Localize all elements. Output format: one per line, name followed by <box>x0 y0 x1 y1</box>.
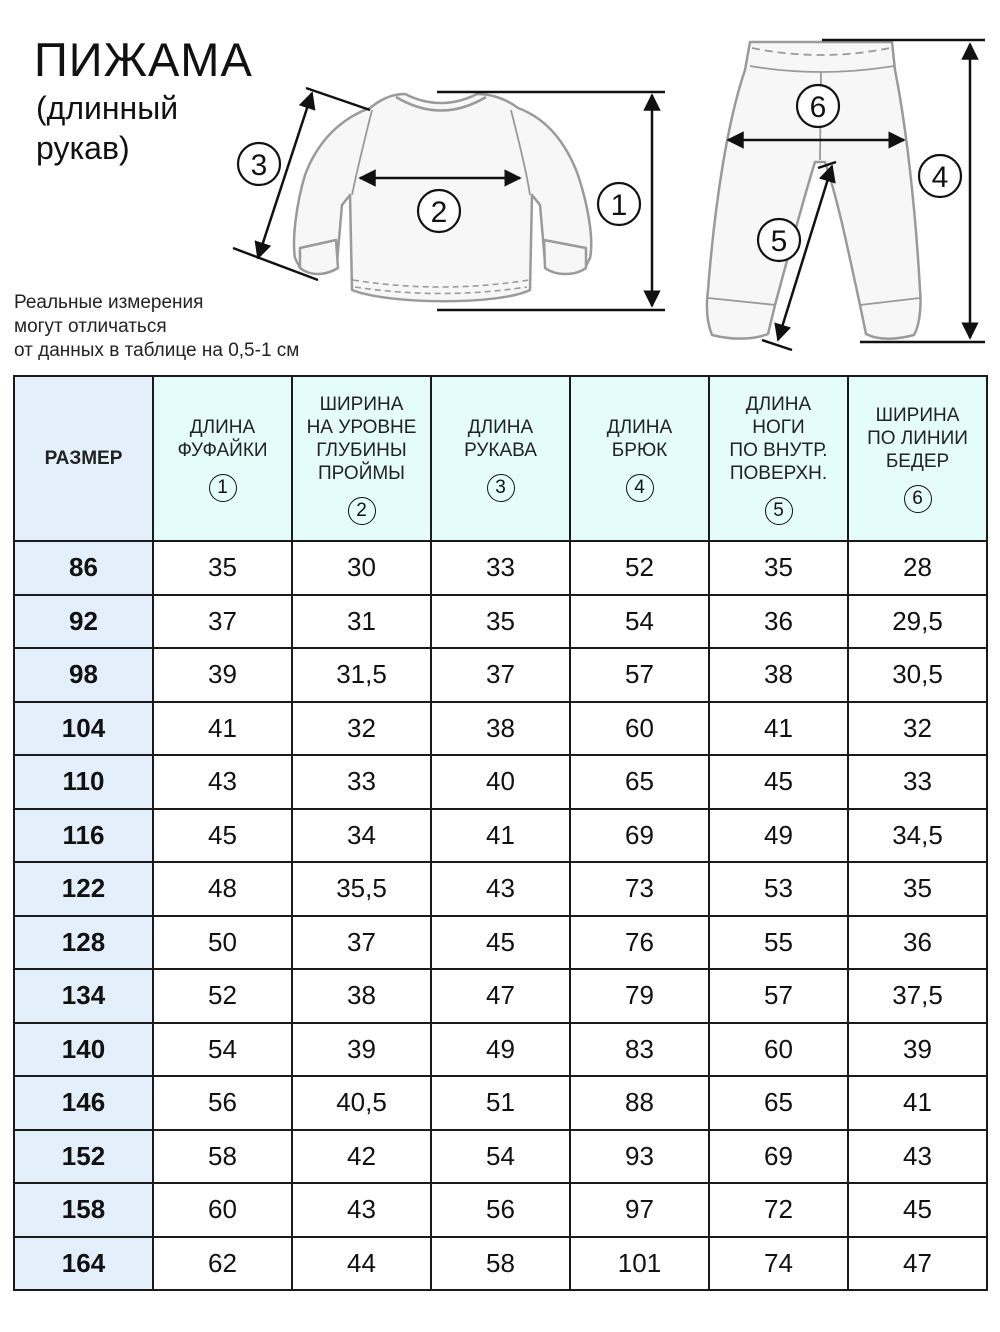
measure-cell: 38 <box>709 648 848 702</box>
measure-cell: 41 <box>848 1076 987 1130</box>
measure-cell: 58 <box>431 1237 570 1291</box>
measure-cell: 33 <box>848 755 987 809</box>
measure-cell: 34 <box>292 809 431 863</box>
header-label: ДЛИНА РУКАВА <box>464 416 537 461</box>
table-row <box>14 916 987 970</box>
note-line-1: Реальные измерения <box>14 292 204 313</box>
measure-cell: 35 <box>848 862 987 916</box>
header-label: ДЛИНА БРЮК <box>606 416 673 461</box>
header-label: РАЗМЕР <box>44 448 123 469</box>
measure-cell: 50 <box>153 916 292 970</box>
table-body <box>14 541 987 1290</box>
measure-cell: 52 <box>570 541 709 595</box>
marker-6-label: 6 <box>809 91 827 124</box>
size-cell: 146 <box>14 1076 153 1130</box>
measure-cell: 32 <box>848 702 987 756</box>
measure-cell: 30 <box>292 541 431 595</box>
measure-cell: 31,5 <box>292 648 431 702</box>
measure-cell: 36 <box>709 595 848 649</box>
table-row <box>14 1237 987 1291</box>
measure-cell: 30,5 <box>848 648 987 702</box>
measure-cell: 35 <box>153 541 292 595</box>
measure-cell: 56 <box>153 1076 292 1130</box>
header-number-badge: 1 <box>209 474 237 502</box>
header-number-badge: 2 <box>348 497 376 525</box>
measure-cell: 88 <box>570 1076 709 1130</box>
header-label: ДЛИНА ФУФАЙКИ <box>177 416 268 461</box>
measure-cell: 97 <box>570 1183 709 1237</box>
header-col-5 <box>709 376 848 541</box>
measure-cell: 56 <box>431 1183 570 1237</box>
measure-cell: 45 <box>153 809 292 863</box>
header-col-1 <box>153 376 292 541</box>
measure-cell: 65 <box>570 755 709 809</box>
measure-cell: 54 <box>570 595 709 649</box>
measure-cell: 43 <box>431 862 570 916</box>
header-size <box>14 376 153 541</box>
measure-cell: 54 <box>153 1023 292 1077</box>
measure-cell: 41 <box>431 809 570 863</box>
measure-cell: 37,5 <box>848 969 987 1023</box>
measure-cell: 39 <box>153 648 292 702</box>
measure-cell: 52 <box>153 969 292 1023</box>
measure-cell: 58 <box>153 1130 292 1184</box>
measure-cell: 34,5 <box>848 809 987 863</box>
measure-cell: 37 <box>431 648 570 702</box>
size-cell: 122 <box>14 862 153 916</box>
measure-cell: 49 <box>431 1023 570 1077</box>
measure-cell: 43 <box>153 755 292 809</box>
measure-cell: 47 <box>431 969 570 1023</box>
size-cell: 98 <box>14 648 153 702</box>
header-col-3 <box>431 376 570 541</box>
measure-cell: 76 <box>570 916 709 970</box>
measure-cell: 72 <box>709 1183 848 1237</box>
measure-cell: 79 <box>570 969 709 1023</box>
measure-cell: 51 <box>431 1076 570 1130</box>
measure-cell: 62 <box>153 1237 292 1291</box>
measure-cell: 47 <box>848 1237 987 1291</box>
measure-cell: 38 <box>292 969 431 1023</box>
table-row <box>14 702 987 756</box>
measure-cell: 29,5 <box>848 595 987 649</box>
measure-cell: 38 <box>431 702 570 756</box>
marker-3-label: 3 <box>250 149 268 182</box>
header-label: ШИРИНА ПО ЛИНИИ БЕДЕР <box>867 405 968 472</box>
table-row <box>14 1130 987 1184</box>
measure-cell: 31 <box>292 595 431 649</box>
size-cell: 92 <box>14 595 153 649</box>
size-cell: 128 <box>14 916 153 970</box>
measure-cell: 37 <box>292 916 431 970</box>
size-cell: 164 <box>14 1237 153 1291</box>
measure-cell: 32 <box>292 702 431 756</box>
measure-cell: 39 <box>292 1023 431 1077</box>
measure-cell: 69 <box>570 809 709 863</box>
table-row <box>14 541 987 595</box>
table-row <box>14 755 987 809</box>
measure-cell: 73 <box>570 862 709 916</box>
header-number-badge: 3 <box>487 474 515 502</box>
table-row <box>14 1023 987 1077</box>
header-col-6 <box>848 376 987 541</box>
measure-cell: 45 <box>431 916 570 970</box>
size-cell: 104 <box>14 702 153 756</box>
size-chart-table <box>13 375 988 1291</box>
measure-cell: 35 <box>709 541 848 595</box>
measure-cell: 53 <box>709 862 848 916</box>
table-row <box>14 809 987 863</box>
measure-cell: 43 <box>848 1130 987 1184</box>
table-row <box>14 648 987 702</box>
note-line-2: могут отличаться <box>14 316 167 337</box>
measure-cell: 60 <box>709 1023 848 1077</box>
measure-cell: 101 <box>570 1237 709 1291</box>
measure-cell: 60 <box>153 1183 292 1237</box>
measure-cell: 44 <box>292 1237 431 1291</box>
measure-cell: 55 <box>709 916 848 970</box>
header-col-4 <box>570 376 709 541</box>
measure-cell: 65 <box>709 1076 848 1130</box>
measure-cell: 35,5 <box>292 862 431 916</box>
measure-cell: 40 <box>431 755 570 809</box>
size-cell: 116 <box>14 809 153 863</box>
measure-cell: 57 <box>570 648 709 702</box>
size-cell: 152 <box>14 1130 153 1184</box>
measure-cell: 43 <box>292 1183 431 1237</box>
note-line-3: от данных в таблице на 0,5-1 см <box>14 340 300 361</box>
subtitle-line-1: (длинный <box>36 90 179 126</box>
measure-cell: 45 <box>848 1183 987 1237</box>
table-row <box>14 862 987 916</box>
measure-cell: 41 <box>709 702 848 756</box>
measure-cell: 28 <box>848 541 987 595</box>
measure-cell: 93 <box>570 1130 709 1184</box>
measure-cell: 48 <box>153 862 292 916</box>
table-header-row <box>14 376 987 541</box>
measure-cell: 33 <box>431 541 570 595</box>
measure-cell: 54 <box>431 1130 570 1184</box>
header-col-2 <box>292 376 431 541</box>
subtitle-line-2: рукав) <box>36 130 130 166</box>
measure-cell: 35 <box>431 595 570 649</box>
table-row <box>14 1076 987 1130</box>
measure-cell: 33 <box>292 755 431 809</box>
measure-cell: 57 <box>709 969 848 1023</box>
measure-cell: 37 <box>153 595 292 649</box>
measure-cell: 42 <box>292 1130 431 1184</box>
marker-5-label: 5 <box>770 225 788 258</box>
measure-cell: 36 <box>848 916 987 970</box>
header-number-badge: 6 <box>904 485 932 513</box>
table-row <box>14 1183 987 1237</box>
size-cell: 140 <box>14 1023 153 1077</box>
marker-2-label: 2 <box>430 196 448 229</box>
header-label: ШИРИНА НА УРОВНЕ ГЛУБИНЫ ПРОЙМЫ <box>306 393 417 484</box>
table-row <box>14 969 987 1023</box>
size-cell: 86 <box>14 541 153 595</box>
measure-cell: 83 <box>570 1023 709 1077</box>
measure-cell: 45 <box>709 755 848 809</box>
measure-cell: 69 <box>709 1130 848 1184</box>
measure-cell: 40,5 <box>292 1076 431 1130</box>
size-cell: 158 <box>14 1183 153 1237</box>
measure-cell: 41 <box>153 702 292 756</box>
header-label: ДЛИНА НОГИ ПО ВНУТР. ПОВЕРХН. <box>729 393 828 484</box>
measurement-note <box>14 291 299 363</box>
measure-cell: 74 <box>709 1237 848 1291</box>
header-number-badge: 5 <box>765 497 793 525</box>
measure-cell: 49 <box>709 809 848 863</box>
size-cell: 110 <box>14 755 153 809</box>
measure-cell: 39 <box>848 1023 987 1077</box>
table-row <box>14 595 987 649</box>
size-cell: 134 <box>14 969 153 1023</box>
marker-4-label: 4 <box>931 161 949 194</box>
page-title: ПИЖАМА <box>34 33 253 86</box>
marker-1-label: 1 <box>610 189 628 222</box>
header-number-badge: 4 <box>626 474 654 502</box>
measure-cell: 60 <box>570 702 709 756</box>
